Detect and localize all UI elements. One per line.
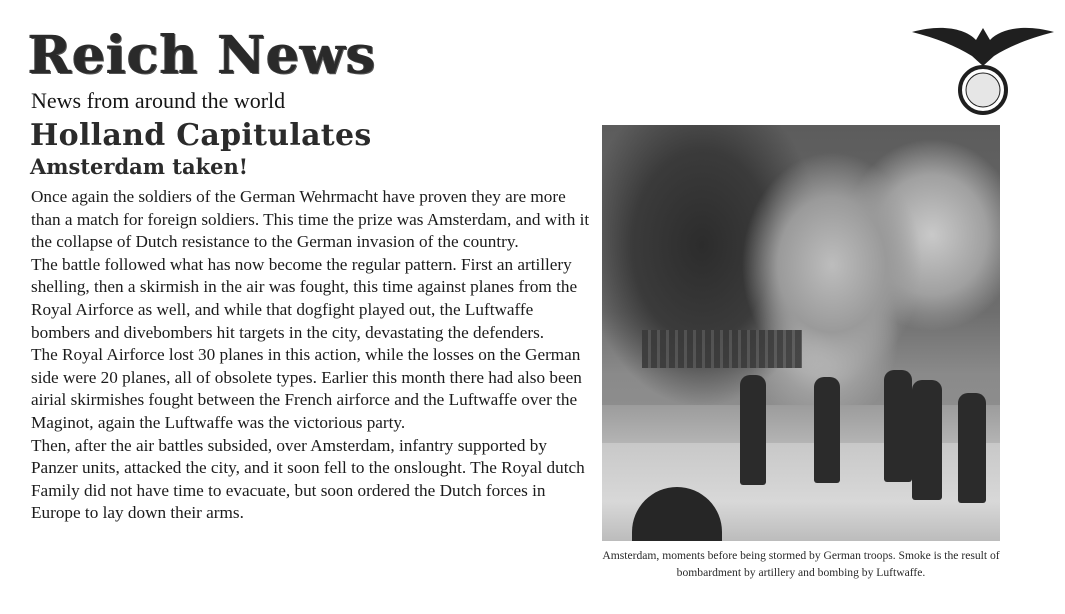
article-paragraph: The battle followed what has now become the regular pattern. First an artillery shelling, then a skirmish in the air was fought, this time against planes from the Royal Airforce as well, and while that dogfight played out, the Luftwaffe bombers and divebombers hit targets in the city, devastating the defenders. [31, 254, 578, 342]
photo-soldier-figure [958, 393, 986, 503]
photo-soldier-figure [912, 380, 942, 500]
article-subheadline: Amsterdam taken! [30, 154, 248, 179]
article-paragraph: Then, after the air battles subsided, over Amsterdam, infantry supported by Panzer units, attacked the city, and it soon fell to the onslought. The Royal dutch Family did not have time to evacuate, but soon ordered the Dutch forces in Europe to lay down their arms. [31, 435, 585, 523]
article-headline: Holland Capitulates [30, 118, 372, 153]
photo-caption: Amsterdam, moments before being stormed by German troops. Smoke is the result of bombardment by artillery and bombing by Luftwaffe. [602, 549, 1000, 579]
article-body [31, 186, 591, 525]
photo-skyline [642, 330, 802, 368]
photo-soldier-figure [740, 375, 766, 485]
photo-soldier-figure [814, 377, 840, 483]
masthead-title: Reich News [28, 25, 377, 86]
article-paragraph: Once again the soldiers of the German Wehrmacht have proven they are more than a match for foreign soldiers. This time the prize was Amsterdam, and with it the collapse of Dutch resistance to the German invasion of the country. [31, 187, 590, 252]
eagle-emblem-icon [910, 18, 1056, 116]
masthead-subtitle: News from around the world [31, 88, 286, 113]
photo-soldier-figure [884, 370, 912, 482]
article-paragraph: The Royal Airforce lost 30 planes in this action, while the losses on the German side were 20 planes, all of obsolete types. Earlier this month there had also been airial skirmishes fought between the French airforce and the Luftwaffe over the Maginot, again the Luftwaffe was the victorious party. [31, 345, 582, 432]
news-photo [602, 125, 1000, 541]
